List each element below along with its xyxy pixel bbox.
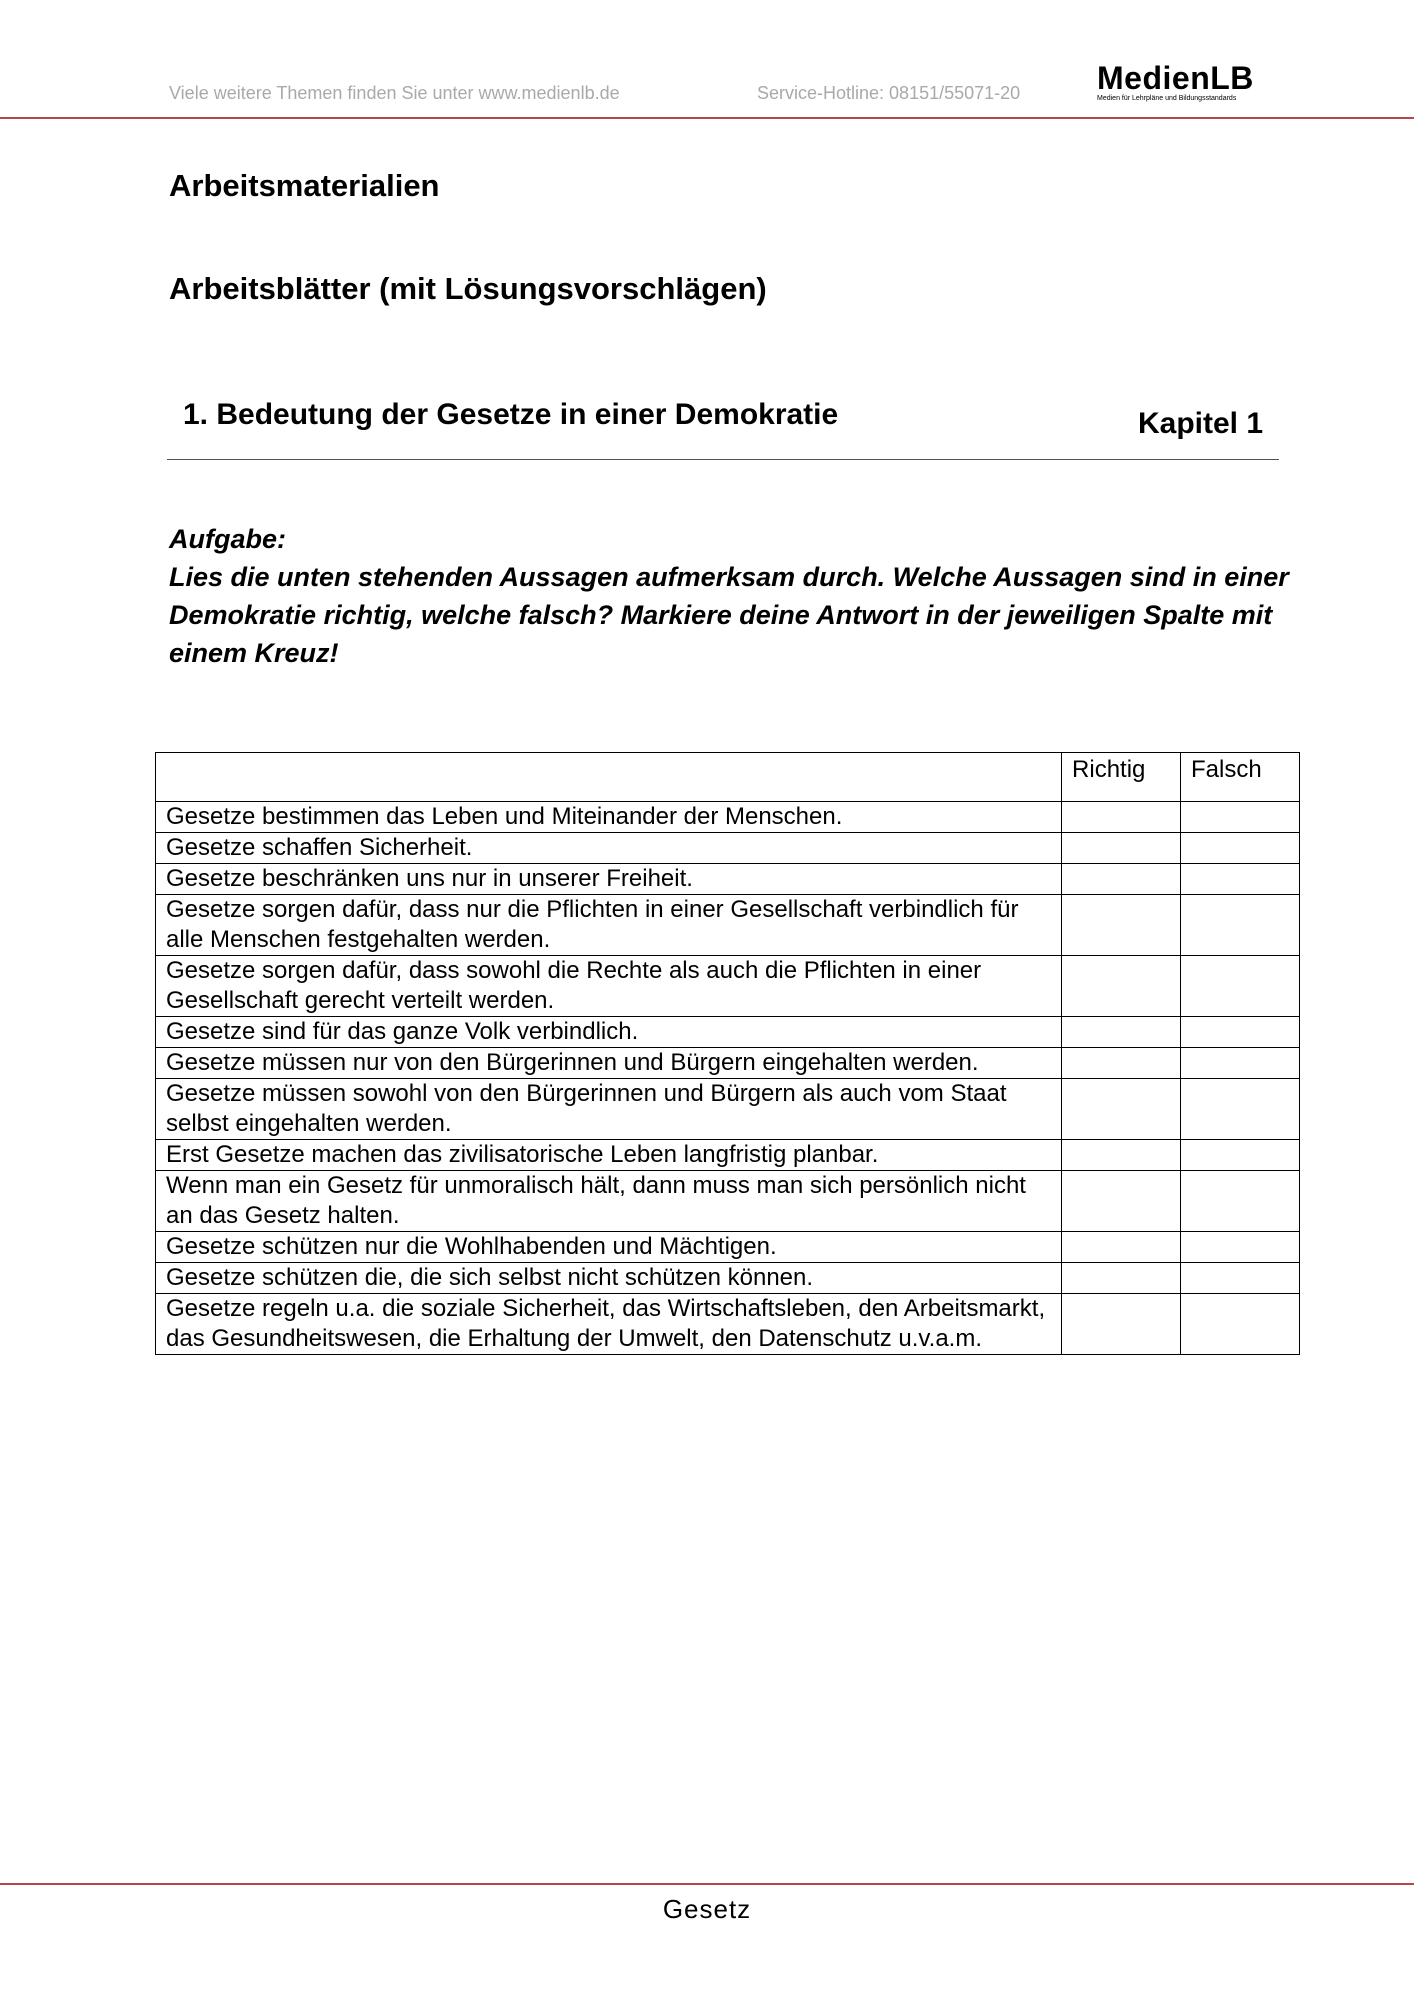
medienlb-logo <box>1097 62 1291 103</box>
richtig-answer-cell[interactable] <box>1062 1079 1181 1140</box>
falsch-answer-cell[interactable] <box>1181 1171 1300 1232</box>
falsch-answer-cell[interactable] <box>1181 1294 1300 1355</box>
table-row <box>156 802 1300 833</box>
falsch-answer-cell[interactable] <box>1181 956 1300 1017</box>
task-instructions <box>169 520 1289 672</box>
task-text: Lies die unten stehenden Aussagen aufmerksam durch. Welche Aussagen sind in einer Demokratie richtig, welche falsch? Markiere deine Antwort in der jeweiligen Spalte mit einem Kreuz! <box>169 562 1289 668</box>
richtig-answer-cell[interactable] <box>1062 833 1181 864</box>
page-title: Arbeitsmaterialien <box>169 168 440 203</box>
richtig-answer-cell[interactable] <box>1062 1017 1181 1048</box>
richtig-answer-cell[interactable] <box>1062 1232 1181 1263</box>
footer-divider <box>0 1883 1414 1885</box>
table-row <box>156 1048 1300 1079</box>
richtig-answer-cell[interactable] <box>1062 1294 1181 1355</box>
section-title: 1. Bedeutung der Gesetze in einer Demokratie <box>183 398 839 431</box>
table-row <box>156 1140 1300 1171</box>
richtig-answer-cell[interactable] <box>1062 1263 1181 1294</box>
richtig-answer-cell[interactable] <box>1062 864 1181 895</box>
header-website-text: Viele weitere Themen finden Sie unter www.medienlb.de <box>169 83 620 103</box>
statement-text: Gesetze müssen sowohl von den Bürgerinnen und Bürgern als auch vom Staat selbst eingehalten werden. <box>156 1079 1062 1140</box>
table-row <box>156 1017 1300 1048</box>
falsch-answer-cell[interactable] <box>1181 1263 1300 1294</box>
chapter-label: Kapitel 1 <box>1138 407 1264 440</box>
falsch-answer-cell[interactable] <box>1181 895 1300 956</box>
table-row <box>156 1263 1300 1294</box>
statement-text: Gesetze müssen nur von den Bürgerinnen und Bürgern eingehalten werden. <box>156 1048 1062 1079</box>
statement-text: Gesetze sorgen dafür, dass sowohl die Rechte als auch die Pflichten in einer Gesellschaft gerecht verteilt werden. <box>156 956 1062 1017</box>
falsch-answer-cell[interactable] <box>1181 1232 1300 1263</box>
statement-text: Gesetze schaffen Sicherheit. <box>156 833 1062 864</box>
header-falsch: Falsch <box>1181 753 1300 802</box>
richtig-answer-cell[interactable] <box>1062 802 1181 833</box>
page-subtitle: Arbeitsblätter (mit Lösungsvorschlägen) <box>169 271 767 306</box>
statement-text: Gesetze bestimmen das Leben und Miteinander der Menschen. <box>156 802 1062 833</box>
table-row <box>156 1079 1300 1140</box>
richtig-answer-cell[interactable] <box>1062 1140 1181 1171</box>
header-statement <box>156 753 1062 802</box>
richtig-answer-cell[interactable] <box>1062 1048 1181 1079</box>
falsch-answer-cell[interactable] <box>1181 1140 1300 1171</box>
logo-name: MedienLB <box>1097 60 1254 96</box>
falsch-answer-cell[interactable] <box>1181 1048 1300 1079</box>
falsch-answer-cell[interactable] <box>1181 802 1300 833</box>
falsch-answer-cell[interactable] <box>1181 1079 1300 1140</box>
table-row <box>156 1171 1300 1232</box>
table-row <box>156 1294 1300 1355</box>
task-label: Aufgabe: <box>169 524 286 554</box>
table-row <box>156 864 1300 895</box>
statement-text: Gesetze schützen die, die sich selbst nicht schützen können. <box>156 1263 1062 1294</box>
statement-text: Gesetze regeln u.a. die soziale Sicherheit, das Wirtschaftsleben, den Arbeitsmarkt, das Gesundheitswesen, die Erhaltung der Umwelt, den Datenschutz u.v.a.m. <box>156 1294 1062 1355</box>
table-row <box>156 956 1300 1017</box>
statement-text: Wenn man ein Gesetz für unmoralisch hält, dann muss man sich persönlich nicht an das Gesetz halten. <box>156 1171 1062 1232</box>
richtig-answer-cell[interactable] <box>1062 1171 1181 1232</box>
table-row <box>156 1232 1300 1263</box>
statement-text: Gesetze sind für das ganze Volk verbindlich. <box>156 1017 1062 1048</box>
section-divider <box>167 459 1279 460</box>
logo-tagline: Medien für Lehrpläne und Bildungsstandards <box>1097 95 1237 102</box>
table-row <box>156 833 1300 864</box>
falsch-answer-cell[interactable] <box>1181 833 1300 864</box>
richtig-answer-cell[interactable] <box>1062 895 1181 956</box>
statement-text: Gesetze sorgen dafür, dass nur die Pflichten in einer Gesellschaft verbindlich für alle Menschen festgehalten werden. <box>156 895 1062 956</box>
table-header-row <box>156 753 1300 802</box>
falsch-answer-cell[interactable] <box>1181 864 1300 895</box>
richtig-answer-cell[interactable] <box>1062 956 1181 1017</box>
statement-text: Erst Gesetze machen das zivilisatorische Leben langfristig planbar. <box>156 1140 1062 1171</box>
falsch-answer-cell[interactable] <box>1181 1017 1300 1048</box>
table-row <box>156 895 1300 956</box>
header-divider <box>0 117 1414 119</box>
statement-text: Gesetze beschränken uns nur in unserer Freiheit. <box>156 864 1062 895</box>
footer-topic: Gesetz <box>662 1894 752 1924</box>
header-hotline-text: Service-Hotline: 08151/55071-20 <box>757 83 1021 103</box>
statements-table <box>155 752 1300 1355</box>
header-richtig: Richtig <box>1062 753 1181 802</box>
statement-text: Gesetze schützen nur die Wohlhabenden und Mächtigen. <box>156 1232 1062 1263</box>
